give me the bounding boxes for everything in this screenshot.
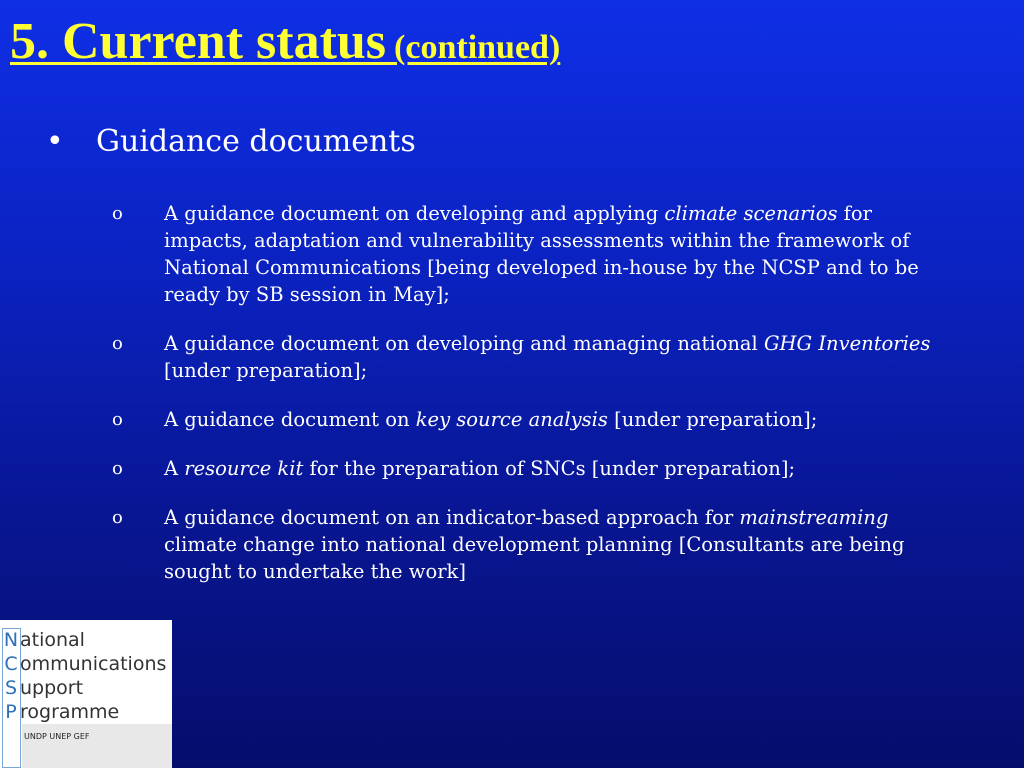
sub-bullet-text (164, 200, 952, 308)
logo-line (2, 700, 119, 724)
text-run: A guidance document on an indicator-based approach for (164, 506, 740, 529)
emphasis-text: climate scenarios (664, 202, 838, 225)
title-continued: (continued) (394, 29, 561, 66)
text-run: A guidance document on developing and managing national (164, 332, 764, 355)
logo-word-rest: rogramme (20, 701, 120, 723)
text-run: for the preparation of SNCs [under preparation]; (303, 457, 796, 480)
logo-line (2, 652, 166, 676)
slide-title (10, 12, 560, 71)
sub-bullet-marker: o (112, 333, 123, 354)
sub-bullet-text (164, 406, 952, 433)
text-run: climate change into national development planning [Consultants are being sought to undertake the work] (164, 533, 905, 583)
ncsp-logo (0, 620, 172, 768)
text-run: A (164, 457, 185, 480)
logo-cap-letter: N (3, 629, 19, 651)
bullet-symbol: • (46, 124, 64, 159)
logo-cap-letter: S (4, 677, 18, 699)
sub-bullet-text (164, 504, 952, 585)
logo-word-rest: ommunications (20, 653, 167, 675)
sub-bullet-marker: o (112, 203, 123, 224)
sub-bullet-text (164, 330, 952, 384)
sub-bullet-marker: o (112, 507, 123, 528)
logo-cap-letter: C (4, 653, 18, 675)
bullet-guidance (46, 124, 416, 159)
logo-line (2, 676, 83, 700)
emphasis-text: key source analysis (415, 408, 608, 431)
logo-word-rest: ational (20, 629, 85, 651)
logo-word-rest: upport (20, 677, 84, 699)
emphasis-text: mainstreaming (739, 506, 889, 529)
text-run: [under preparation]; (164, 359, 368, 382)
text-run: [under preparation]; (607, 408, 818, 431)
sub-bullet-list (112, 200, 952, 607)
sub-bullet-item (112, 200, 952, 308)
emphasis-text: resource kit (184, 457, 304, 480)
sub-bullet-item (112, 455, 952, 482)
sub-bullet-marker: o (112, 409, 123, 430)
sub-bullet-item (112, 406, 952, 433)
text-run: for impacts, adaptation and vulnerability assessments within the framework of National Communications [being developed in-house by the NCSP and to be ready by SB session in May]; (164, 202, 919, 306)
logo-cap-letter: P (5, 701, 17, 723)
logo-line (2, 628, 85, 652)
sub-bullet-text (164, 455, 952, 482)
text-run: A guidance document on developing and applying (164, 202, 665, 225)
partner-logos: UNDP UNEP GEF (24, 732, 90, 741)
emphasis-text: GHG Inventories (763, 332, 931, 355)
sub-bullet-marker: o (112, 458, 123, 479)
bullet-label: Guidance documents (96, 124, 416, 159)
sub-bullet-item (112, 330, 952, 384)
sub-bullet-item (112, 504, 952, 585)
logo-partner-band (22, 724, 172, 768)
title-main: 5. Current status (10, 13, 387, 70)
text-run: A guidance document on (164, 408, 416, 431)
